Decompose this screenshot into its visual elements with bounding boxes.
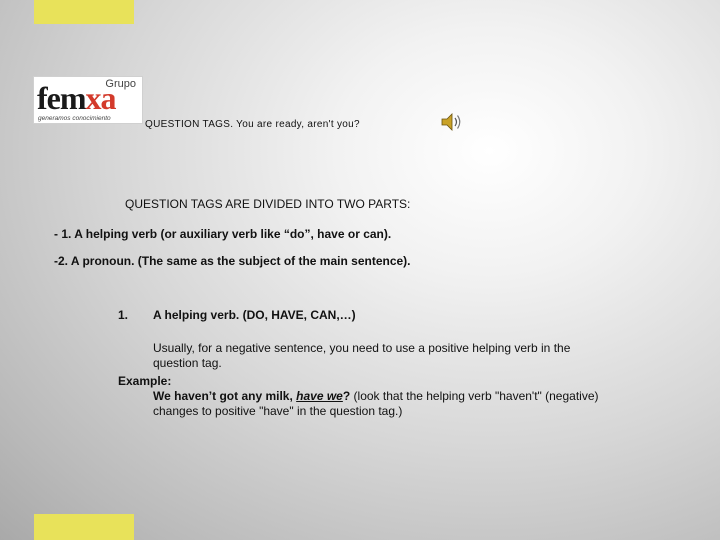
example-label: Example: [118, 374, 172, 388]
logo-tagline: generamos conocimiento [38, 115, 111, 122]
example-tag: have we [296, 389, 343, 403]
bottom-accent-bar [34, 514, 134, 540]
speaker-icon[interactable] [440, 111, 464, 133]
item-helping-verb: A helping verb. (DO, HAVE, CAN,…) [153, 308, 356, 322]
logo-word-plain: fem [37, 80, 86, 116]
example-sentence [153, 389, 613, 419]
logo-word-accent: xa [85, 80, 116, 116]
logo-wordmark [37, 82, 116, 114]
explanation-text: Usually, for a negative sentence, you need to use a positive helping verb in the question tag. [153, 341, 571, 370]
femxa-logo [33, 76, 143, 124]
slide-title: QUESTION TAGS. You are ready, aren't you? [145, 119, 360, 130]
section-heading: QUESTION TAGS ARE DIVIDED INTO TWO PARTS: [125, 197, 411, 211]
top-accent-bar [34, 0, 134, 24]
example-question-mark: ? [342, 389, 351, 403]
logo-grupo-text: Grupo [105, 78, 136, 90]
example-note: (look that the helping verb "haven't" (negative) changes to positive "have" in the question tag.) [153, 389, 599, 418]
example-bold: We haven’t got any milk, [153, 389, 297, 403]
part-one-line: - 1. A helping verb (or auxiliary verb like “do”, have or can). [54, 227, 392, 241]
part-two-line: -2. A pronoun. (The same as the subject of the main sentence). [54, 254, 411, 268]
item-number: 1. [118, 308, 129, 322]
